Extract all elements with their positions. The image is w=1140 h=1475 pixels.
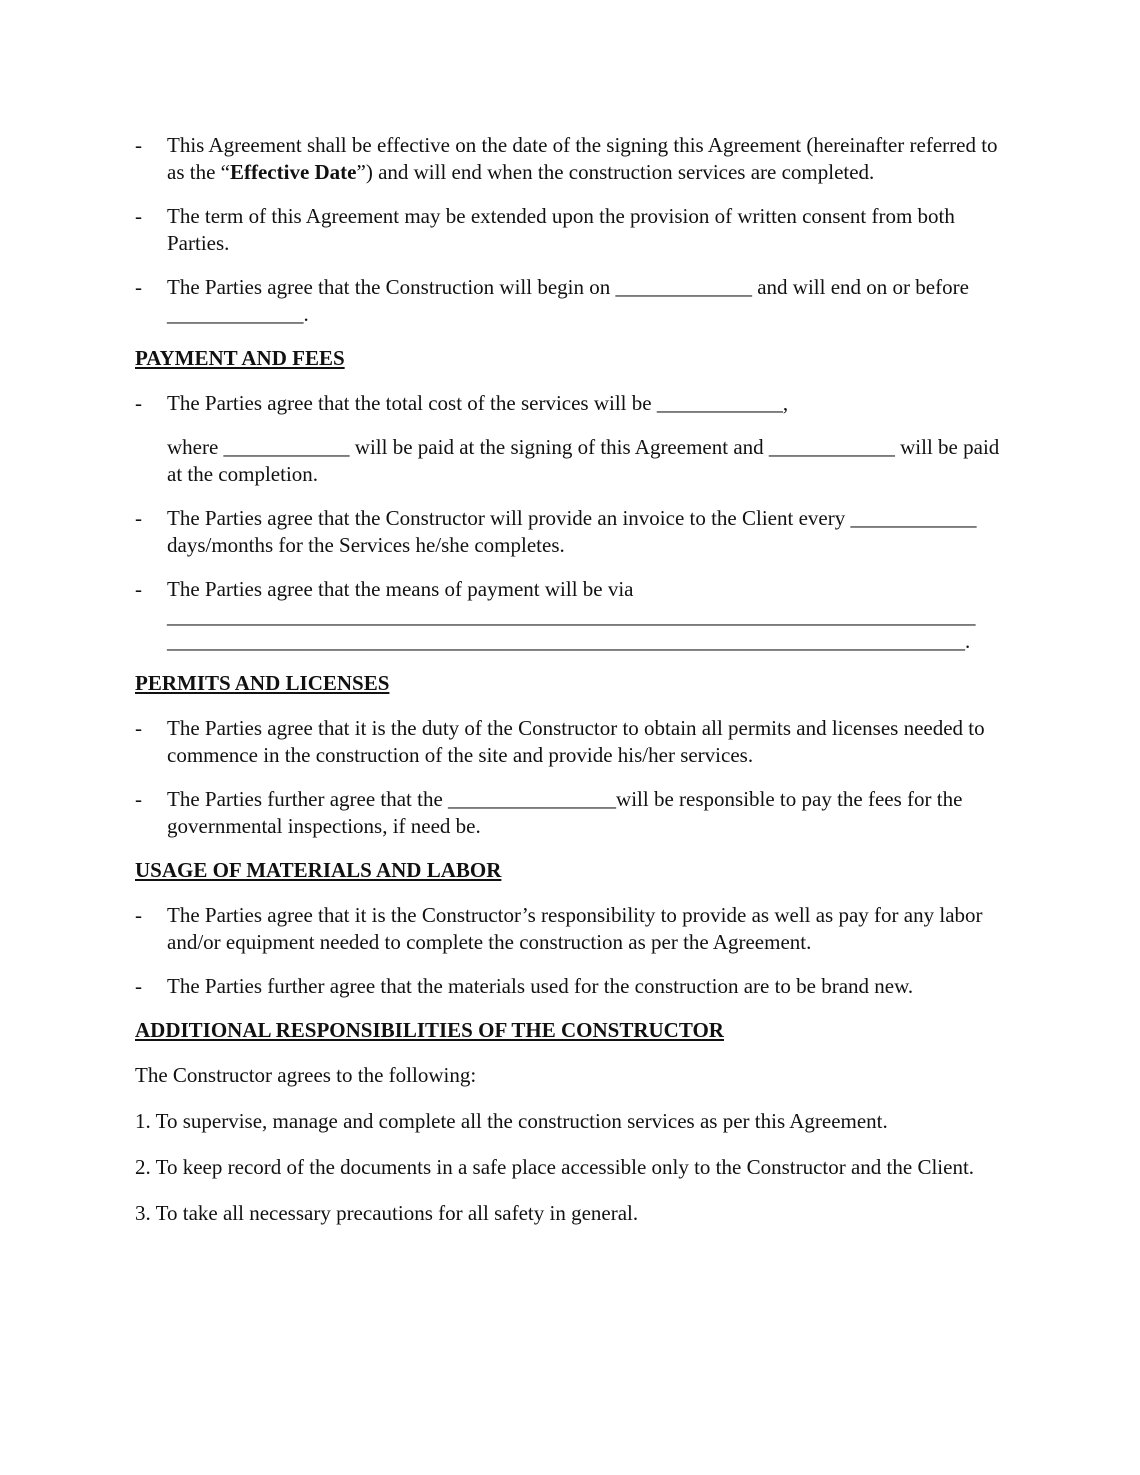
permits-duty-clause [135,715,1005,769]
bullet-dash: - [135,974,142,998]
payment-split-text: where ____________ will be paid at the signing of this Agreement and ____________ will be paid at the completion. [167,435,1000,486]
term-dates-clause [135,274,1005,328]
term-effective-clause [135,132,1005,186]
clause-text: The Parties agree that the Construction will begin on _____________ and will end on or before _____________. [167,275,969,326]
materials-new-clause [135,973,1005,1000]
clause-text: The Parties further agree that the materials used for the construction are to be brand new. [167,974,914,998]
responsibility-item: 1. To supervise, manage and complete all the construction services as per this Agreement. [135,1109,888,1133]
payment-total-clause [135,390,1005,417]
clause-text: The Parties agree that the total cost of the services will be ____________, [167,391,789,415]
payment-invoice-clause [135,505,1005,559]
clause-text: The Parties agree that it is the Constructor’s responsibility to provide as well as pay for any labor and/or equipment needed to complete the construction as per the Agreement. [167,903,983,954]
bullet-dash: - [135,903,142,927]
fill-in-line: _____________________________________________________________________________ [167,604,976,628]
clause-text: The Parties agree that it is the duty of the Constructor to obtain all permits and licenses needed to commence in the construction of the site and provide his/her services. [167,716,985,767]
clause-text: The Parties agree that the Constructor will provide an invoice to the Client every ____________ days/months for the Services he/she completes. [167,506,977,557]
bullet-dash: - [135,275,142,299]
clause-text: The term of this Agreement may be extended upon the provision of written consent from both Parties. [167,204,955,255]
payment-means-clause [135,576,1005,653]
responsibility-item: 2. To keep record of the documents in a safe place accessible only to the Constructor and the Client. [135,1155,975,1179]
materials-labor-clause [135,902,1005,956]
section-heading-additional: ADDITIONAL RESPONSIBILITIES OF THE CONSTRUCTOR [135,1018,724,1042]
bullet-dash: - [135,133,142,157]
fill-in-line: ____________________________________________________________________________. [167,629,971,653]
clause-text-part: This Agreement shall be effective on the date of the signing this Agreement (hereinafter referred to as the “ [167,133,998,184]
section-heading-payment: PAYMENT AND FEES [135,346,345,370]
clause-text: The Parties agree that the means of payment will be via [167,577,634,601]
bullet-dash: - [135,506,142,530]
additional-intro: The Constructor agrees to the following: [135,1063,477,1087]
clause-text: The Parties further agree that the ________________will be responsible to pay the fees for the governmental inspections, if need be. [167,787,963,838]
section-heading-materials: USAGE OF MATERIALS AND LABOR [135,858,502,882]
bullet-dash: - [135,787,142,811]
clause-text-part: ”) and will end when the construction services are completed. [356,160,875,184]
bullet-dash: - [135,204,142,228]
bullet-dash: - [135,391,142,415]
document-page [135,132,1005,1246]
permits-fees-clause [135,786,1005,840]
term-extension-clause [135,203,1005,257]
bullet-dash: - [135,716,142,740]
effective-date-term: Effective Date [229,160,357,184]
bullet-dash: - [135,577,142,601]
section-heading-permits: PERMITS AND LICENSES [135,671,390,695]
responsibility-item: 3. To take all necessary precautions for all safety in general. [135,1201,639,1225]
